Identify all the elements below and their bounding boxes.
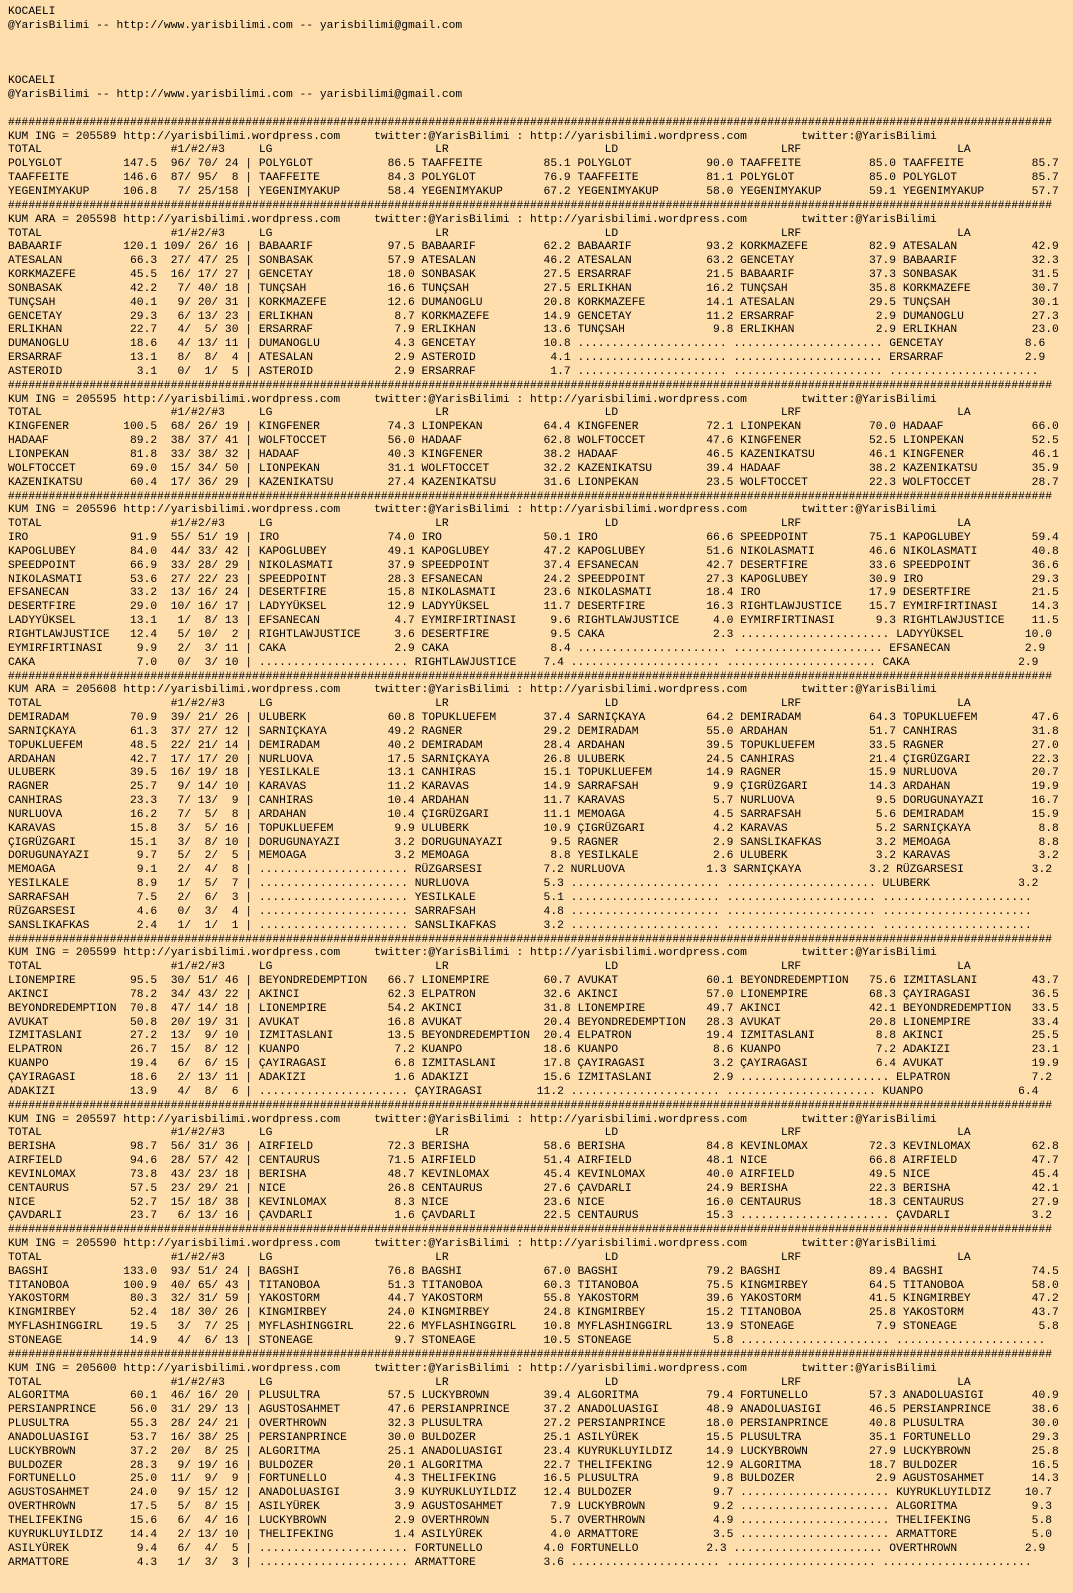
report-line: ARDAHAN 42.7 17/ 17/ 20 | NURLUOVA 17.5 SARNIÇKAYA 26.8 ULUBERK 24.5 CANHIRAS 21.4 ÇIGRÜZGARI 22.3: [8, 753, 1059, 766]
report-line: TOTAL #1/#2/#3 LG LR LD LRF LA: [8, 961, 971, 974]
report-line: KORKMAZEFE 45.5 16/ 17/ 27 | GENCETAY 18.0 SONBASAK 27.5 ERSARRAF 21.5 BABAARIF 37.3 SONBASAK 31.5: [8, 269, 1059, 282]
header-line: KOCAELI: [8, 6, 56, 18]
report-line: THELIFEKING 15.6 6/ 4/ 16 | LUCKYBROWN 2.9 OVERTHROWN 5.7 OVERTHROWN 4.9 ...................... THELIFEKING 5.8: [8, 1514, 1053, 1527]
report-line: TAAFFEITE 146.6 87/ 95/ 8 | TAAFFEITE 84.3 POLYGLOT 76.9 TAAFFEITE 81.1 POLYGLOT 85.0 POLYGLOT 85.7: [8, 172, 1059, 185]
report-line: ERLIKHAN 22.7 4/ 5/ 30 | ERSARRAF 7.9 ERLIKHAN 13.6 TUNÇSAH 9.8 ERLIKHAN 2.9 ERLIKHAN 23.0: [8, 324, 1059, 337]
report-line: BEYONDREDEMPTION 70.8 47/ 14/ 18 | LIONEMPIRE 54.2 AKINCI 31.8 LIONEMPIRE 49.7 AKINCI 42.1 BEYONDREDEMPTION 33.5: [8, 1002, 1059, 1015]
report-line: EYMIRFIRTINASI 9.9 2/ 3/ 11 | CAKA 2.9 CAKA 8.4 ...................... ...................... EFSANECAN 2.9: [8, 642, 1046, 655]
race-results-report: [8, 117, 1073, 1571]
report-line: GENCETAY 29.3 6/ 13/ 23 | ERLIKHAN 8.7 KORKMAZEFE 14.9 GENCETAY 11.2 ERSARRAF 2.9 DUMANOGLU 27.3: [8, 310, 1059, 323]
report-line: CENTAURUS 57.5 23/ 29/ 21 | NICE 26.8 CENTAURUS 27.6 ÇAVDARLI 24.9 BERISHA 22.3 BERISHA 42.1: [8, 1182, 1059, 1195]
report-line: POLYGLOT 147.5 96/ 70/ 24 | POLYGLOT 86.5 TAAFFEITE 85.1 POLYGLOT 90.0 TAAFFEITE 85.0 TAAFFEITE 85.7: [8, 158, 1059, 171]
report-line: EFSANECAN 33.2 13/ 16/ 24 | DESERTFIRE 15.8 NIKOLASMATI 23.6 NIKOLASMATI 18.4 IRO 17.9 DESERTFIRE 21.5: [8, 587, 1059, 600]
report-line: TOPUKLUEFEM 48.5 22/ 21/ 14 | DEMIRADAM 40.2 DEMIRADAM 28.4 ARDAHAN 39.5 TOPUKLUEFEM 33.5 RAGNER 27.0: [8, 739, 1059, 752]
report-line: TUNÇSAH 40.1 9/ 20/ 31 | KORKMAZEFE 12.6 DUMANOGLU 20.8 KORKMAZEFE 14.1 ATESALAN 29.5 TUNÇSAH 30.1: [8, 296, 1059, 309]
report-line: KUM ARA = 205608 http://yarisbilimi.wordpress.com twitter:@YarisBilimi : http://yarisbilimi.wordpress.com twitter:@YarisBilimi: [8, 684, 937, 697]
section-divider: ##########################################################################################################################################################: [8, 670, 1053, 683]
report-line: AIRFIELD 94.6 28/ 57/ 42 | CENTAURUS 71.5 AIRFIELD 51.4 AIRFIELD 48.1 NICE 66.8 AIRFIELD 47.7: [8, 1155, 1059, 1168]
report-line: KUM ING = 205597 http://yarisbilimi.wordpress.com twitter:@YarisBilimi : http://yarisbilimi.wordpress.com twitter:@YarisBilimi: [8, 1113, 937, 1126]
page-header: [8, 6, 1073, 117]
section-divider: ##########################################################################################################################################################: [8, 116, 1053, 129]
report-line: ELPATRON 26.7 15/ 8/ 12 | KUANPO 7.2 KUANPO 18.6 KUANPO 8.6 KUANPO 7.2 ADAKIZI 23.1: [8, 1044, 1059, 1057]
report-line: LIONEMPIRE 95.5 30/ 51/ 46 | BEYONDREDEMPTION 66.7 LIONEMPIRE 60.7 AVUKAT 60.1 BEYONDREDEMPTION 75.6 IZMITASLANI 43.7: [8, 975, 1059, 988]
header-line: KOCAELI: [8, 75, 56, 88]
report-line: KUM ING = 205589 http://yarisbilimi.wordpress.com twitter:@YarisBilimi : http://yarisbilimi.wordpress.com twitter:@YarisBilimi: [8, 130, 937, 143]
report-line: NIKOLASMATI 53.6 27/ 22/ 23 | SPEEDPOINT 28.3 EFSANECAN 24.2 SPEEDPOINT 27.3 KAPOGLUBEY 30.9 IRO 29.3: [8, 573, 1059, 586]
report-line: ÇAYIRAGASI 18.6 2/ 13/ 11 | ADAKIZI 1.6 ADAKIZI 15.6 IZMITASLANI 2.9 ...................... ELPATRON 7.2: [8, 1071, 1053, 1084]
report-line: RÜZGARSESI 4.6 0/ 3/ 4 | ...................... SARRAFSAH 4.8 ...................... ...................... ......................: [8, 905, 1032, 918]
report-line: SARNIÇKAYA 61.3 37/ 27/ 12 | SARNIÇKAYA 49.2 RAGNER 29.2 DEMIRADAM 55.0 ARDAHAN 51.7 CANHIRAS 31.8: [8, 725, 1059, 738]
header-line: @YarisBilimi -- http://www.yarisbilimi.com -- yarisbilimi@gmail.com: [8, 19, 463, 32]
report-line: PERSIANPRINCE 56.0 31/ 29/ 13 | AGUSTOSAHMET 47.6 PERSIANPRINCE 37.2 ANADOLUASIGI 48.9 ANADOLUASIGI 46.5 PERSIANPRINCE 38.6: [8, 1404, 1059, 1417]
report-line: CAKA 7.0 0/ 3/ 10 | ...................... RIGHTLAWJUSTICE 7.4 ...................... ...................... CAKA 2.9: [8, 656, 1039, 669]
report-line: RAGNER 25.7 9/ 14/ 10 | KARAVAS 11.2 KARAVAS 14.9 SARRAFSAH 9.9 ÇIGRÜZGARI 14.3 ARDAHAN 19.9: [8, 781, 1059, 794]
section-divider: ##########################################################################################################################################################: [8, 490, 1053, 503]
report-line: KINGMIRBEY 52.4 18/ 30/ 26 | KINGMIRBEY 24.0 KINGMIRBEY 24.8 KINGMIRBEY 15.2 TITANOBOA 25.8 YAKOSTORM 43.7: [8, 1307, 1059, 1320]
section-divider: ##########################################################################################################################################################: [8, 1348, 1053, 1361]
report-line: KUM ING = 205596 http://yarisbilimi.wordpress.com twitter:@YarisBilimi : http://yarisbilimi.wordpress.com twitter:@YarisBilimi: [8, 504, 937, 517]
report-line: CANHIRAS 23.3 7/ 13/ 9 | CANHIRAS 10.4 ARDAHAN 11.7 KARAVAS 5.7 NURLUOVA 9.5 DORUGUNAYAZI 16.7: [8, 795, 1059, 808]
report-line: OVERTHROWN 17.5 5/ 8/ 15 | ASILYÜREK 3.9 AGUSTOSAHMET 7.9 LUCKYBROWN 9.2 ...................... ALGORITMA 9.3: [8, 1501, 1053, 1514]
report-line: ÇAVDARLI 23.7 6/ 13/ 16 | ÇAVDARLI 1.6 ÇAVDARLI 22.5 CENTAURUS 15.3 ...................... ÇAVDARLI 3.2: [8, 1210, 1053, 1223]
section-divider: ##########################################################################################################################################################: [8, 933, 1053, 946]
report-line: AVUKAT 50.8 20/ 19/ 31 | AVUKAT 16.8 AVUKAT 20.4 BEYONDREDEMPTION 28.3 AVUKAT 20.8 LIONEMPIRE 33.4: [8, 1016, 1059, 1029]
report-line: MYFLASHINGGIRL 19.5 3/ 7/ 25 | MYFLASHINGGIRL 22.6 MYFLASHINGGIRL 10.8 MYFLASHINGGIRL 13.9 STONEAGE 7.9 STONEAGE 5.8: [8, 1321, 1059, 1334]
report-line: IZMITASLANI 27.2 13/ 9/ 10 | IZMITASLANI 13.5 BEYONDREDEMPTION 20.4 ELPATRON 19.4 IZMITASLANI 8.8 AKINCI 25.5: [8, 1030, 1059, 1043]
report-line: SONBASAK 42.2 7/ 40/ 18 | TUNÇSAH 16.6 TUNÇSAH 27.5 ERLIKHAN 16.2 TUNÇSAH 35.8 KORKMAZEFE 30.7: [8, 282, 1059, 295]
report-line: DORUGUNAYAZI 9.7 5/ 2/ 5 | MEMOAGA 3.2 MEMOAGA 8.8 YESILKALE 2.6 ULUBERK 3.2 KARAVAS 3.2: [8, 850, 1059, 863]
report-line: ERSARRAF 13.1 8/ 8/ 4 | ATESALAN 2.9 ASTEROID 4.1 ...................... ...................... ERSARRAF 2.9: [8, 352, 1046, 365]
report-line: DEMIRADAM 70.9 39/ 21/ 26 | ULUBERK 60.8 TOPUKLUEFEM 37.4 SARNIÇKAYA 64.2 DEMIRADAM 64.3 TOPUKLUEFEM 47.6: [8, 712, 1059, 725]
report-line: LUCKYBROWN 37.2 20/ 8/ 25 | ALGORITMA 25.1 ANADOLUASIGI 23.4 KUYRUKLUYILDIZ 14.9 LUCKYBROWN 27.9 LUCKYBROWN 25.8: [8, 1445, 1059, 1458]
report-line: STONEAGE 14.9 4/ 6/ 13 | STONEAGE 9.7 STONEAGE 10.5 STONEAGE 5.8 ...................... ......................: [8, 1335, 1046, 1347]
report-line: WOLFTOCCET 69.0 15/ 34/ 50 | LIONPEKAN 31.1 WOLFTOCCET 32.2 KAZENIKATSU 39.4 HADAAF 38.2 KAZENIKATSU 35.9: [8, 462, 1059, 475]
report-line: NURLUOVA 16.2 7/ 5/ 8 | ARDAHAN 10.4 ÇIGRÜZGARI 11.1 MEMOAGA 4.5 SARRAFSAH 5.6 DEMIRADAM 15.9: [8, 808, 1059, 821]
report-line: YEGENIMYAKUP 106.8 7/ 25/158 | YEGENIMYAKUP 58.4 YEGENIMYAKUP 67.2 YEGENIMYAKUP 58.0 YEGENIMYAKUP 59.1 YEGENIMYAKUP 57.7: [8, 185, 1059, 198]
report-line: HADAAF 89.2 38/ 37/ 41 | WOLFTOCCET 56.0 HADAAF 62.8 WOLFTOCCET 47.6 KINGFENER 52.5 LIONPEKAN 52.5: [8, 435, 1059, 448]
report-line: DESERTFIRE 29.0 10/ 16/ 17 | LADYYÜKSEL 12.9 LADYYÜKSEL 11.7 DESERTFIRE 16.3 RIGHTLAWJUSTICE 15.7 EYMIRFIRTINASI 14.3: [8, 601, 1059, 614]
report-line: KUANPO 19.4 6/ 6/ 15 | ÇAYIRAGASI 6.8 IZMITASLANI 17.8 ÇAYIRAGASI 3.2 ÇAYIRAGASI 6.4 AVUKAT 19.9: [8, 1058, 1059, 1071]
report-line: KUM ING = 205600 http://yarisbilimi.wordpress.com twitter:@YarisBilimi : http://yarisbilimi.wordpress.com twitter:@YarisBilimi: [8, 1362, 937, 1375]
report-line: ASTEROID 3.1 0/ 1/ 5 | ASTEROID 2.9 ERSARRAF 1.7 ...................... ...................... ......................: [8, 365, 1039, 378]
report-line: KAPOGLUBEY 84.0 44/ 33/ 42 | KAPOGLUBEY 49.1 KAPOGLUBEY 47.2 KAPOGLUBEY 51.6 NIKOLASMATI 46.6 NIKOLASMATI 40.8: [8, 545, 1059, 558]
report-line: ASILYÜREK 9.4 6/ 4/ 5 | ...................... FORTUNELLO 4.0 FORTUNELLO 2.3 ...................... OVERTHROWN 2.9: [8, 1542, 1046, 1555]
report-line: ARMATTORE 4.3 1/ 3/ 3 | ...................... ARMATTORE 3.6 ...................... ...................... ......................: [8, 1556, 1032, 1569]
report-line: SANSLIKAFKAS 2.4 1/ 1/ 1 | ...................... SANSLIKAFKAS 3.2 ...................... ...................... ......................: [8, 919, 1032, 932]
report-line: KAZENIKATSU 60.4 17/ 36/ 29 | KAZENIKATSU 27.4 KAZENIKATSU 31.6 LIONPEKAN 23.5 WOLFTOCCET 22.3 WOLFTOCCET 28.7: [8, 476, 1059, 489]
report-line: TOTAL #1/#2/#3 LG LR LD LRF LA: [8, 1376, 971, 1389]
report-line: SPEEDPOINT 66.9 33/ 28/ 29 | NIKOLASMATI 37.9 SPEEDPOINT 37.4 EFSANECAN 42.7 DESERTFIRE 33.6 SPEEDPOINT 36.6: [8, 559, 1059, 572]
report-line: KUYRUKLUYILDIZ 14.4 2/ 13/ 10 | THELIFEKING 1.4 ASILYÜREK 4.0 ARMATTORE 3.5 ...................... ARMATTORE 5.0: [8, 1528, 1053, 1541]
report-line: PLUSULTRA 55.3 28/ 24/ 21 | OVERTHROWN 32.3 PLUSULTRA 27.2 PERSIANPRINCE 18.0 PERSIANPRINCE 40.8 PLUSULTRA 30.0: [8, 1418, 1059, 1431]
report-line: LIONPEKAN 81.8 33/ 38/ 32 | HADAAF 40.3 KINGFENER 38.2 HADAAF 46.5 KAZENIKATSU 46.1 KINGFENER 46.1: [8, 449, 1059, 461]
report-line: MEMOAGA 9.1 2/ 4/ 8 | ...................... RÜZGARSESI 7.2 NURLUOVA 1.3 SARNIÇKAYA 3.2 RÜZGARSESI 3.2: [8, 864, 1053, 877]
report-line: ÇIGRÜZGARI 15.1 3/ 8/ 10 | DORUGUNAYAZI 3.2 DORUGUNAYAZI 9.5 RAGNER 2.9 SANSLIKAFKAS 3.2 MEMOAGA 8.8: [8, 836, 1059, 849]
section-divider: ##########################################################################################################################################################: [8, 379, 1053, 392]
report-line: ATESALAN 66.3 27/ 47/ 25 | SONBASAK 57.9 ATESALAN 46.2 ATESALAN 63.2 GENCETAY 37.9 BABAARIF 32.3: [8, 255, 1059, 268]
report-line: KINGFENER 100.5 68/ 26/ 19 | KINGFENER 74.3 LIONPEKAN 64.4 KINGFENER 72.1 LIONPEKAN 70.0 HADAAF 66.0: [8, 421, 1059, 434]
report-line: BAGSHI 133.0 93/ 51/ 24 | BAGSHI 76.8 BAGSHI 67.0 BAGSHI 79.2 BAGSHI 89.4 BAGSHI 74.5: [8, 1265, 1059, 1278]
report-line: ULUBERK 39.5 16/ 19/ 18 | YESILKALE 13.1 CANHIRAS 15.1 TOPUKLUEFEM 14.9 RAGNER 15.9 NURLUOVA 20.7: [8, 767, 1059, 780]
report-line: KARAVAS 15.8 3/ 5/ 16 | TOPUKLUEFEM 9.9 ULUBERK 10.9 ÇIGRÜZGARI 4.2 KARAVAS 5.2 SARNIÇKAYA 8.8: [8, 822, 1059, 835]
report-line: BERISHA 98.7 56/ 31/ 36 | AIRFIELD 72.3 BERISHA 58.6 BERISHA 84.8 KEVINLOMAX 72.3 KEVINLOMAX 62.8: [8, 1141, 1059, 1154]
report-line: KEVINLOMAX 73.8 43/ 23/ 18 | BERISHA 48.7 KEVINLOMAX 45.4 KEVINLOMAX 40.0 AIRFIELD 49.5 NICE 45.4: [8, 1168, 1059, 1181]
report-line: AGUSTOSAHMET 24.0 9/ 15/ 12 | ANADOLUASIGI 3.9 KUYRUKLUYILDIZ 12.4 BULDOZER 9.7 ...................... KUYRUKLUYILDIZ 10.7: [8, 1487, 1053, 1500]
report-line: BULDOZER 28.3 9/ 19/ 16 | BULDOZER 20.1 ALGORITMA 22.7 THELIFEKING 12.9 ALGORITMA 18.7 BULDOZER 16.5: [8, 1459, 1059, 1472]
report-line: TITANOBOA 100.9 40/ 65/ 43 | TITANOBOA 51.3 TITANOBOA 60.3 TITANOBOA 75.5 KINGMIRBEY 64.5 TITANOBOA 58.0: [8, 1279, 1059, 1292]
report-line: NICE 52.7 15/ 18/ 38 | KEVINLOMAX 8.3 NICE 23.6 NICE 16.0 CENTAURUS 18.3 CENTAURUS 27.9: [8, 1196, 1059, 1209]
report-line: TOTAL #1/#2/#3 LG LR LD LRF LA: [8, 407, 971, 420]
section-divider: ##########################################################################################################################################################: [8, 1099, 1053, 1112]
report-line: RIGHTLAWJUSTICE 12.4 5/ 10/ 2 | RIGHTLAWJUSTICE 3.6 DESERTFIRE 9.5 CAKA 2.3 ...................... LADYYÜKSEL 10.0: [8, 628, 1053, 641]
report-line: TOTAL #1/#2/#3 LG LR LD LRF LA: [8, 227, 971, 240]
report-line: FORTUNELLO 25.0 11/ 9/ 9 | FORTUNELLO 4.3 THELIFEKING 16.5 PLUSULTRA 9.8 BULDOZER 2.9 AGUSTOSAHMET 14.3: [8, 1473, 1059, 1486]
report-line: KUM ING = 205595 http://yarisbilimi.wordpress.com twitter:@YarisBilimi : http://yarisbilimi.wordpress.com twitter:@YarisBilimi: [8, 393, 937, 406]
section-divider: ##########################################################################################################################################################: [8, 199, 1053, 212]
report-line: TOTAL #1/#2/#3 LG LR LD LRF LA: [8, 1251, 971, 1264]
report-line: TOTAL #1/#2/#3 LG LR LD LRF LA: [8, 518, 971, 531]
report-line: TOTAL #1/#2/#3 LG LR LD LRF LA: [8, 698, 971, 711]
report-line: YAKOSTORM 80.3 32/ 31/ 59 | YAKOSTORM 44.7 YAKOSTORM 55.8 YAKOSTORM 39.6 YAKOSTORM 41.5 KINGMIRBEY 47.2: [8, 1293, 1059, 1306]
report-line: ALGORITMA 60.1 46/ 16/ 20 | PLUSULTRA 57.5 LUCKYBROWN 39.4 ALGORITMA 79.4 FORTUNELLO 57.3 ANADOLUASIGI 40.9: [8, 1390, 1059, 1403]
section-divider: ##########################################################################################################################################################: [8, 1224, 1053, 1237]
report-line: TOTAL #1/#2/#3 LG LR LD LRF LA: [8, 1127, 971, 1140]
report-line: DUMANOGLU 18.6 4/ 13/ 11 | DUMANOGLU 4.3 GENCETAY 10.8 ...................... ...................... GENCETAY 8.6: [8, 338, 1046, 351]
report-line: KUM ING = 205599 http://yarisbilimi.wordpress.com twitter:@YarisBilimi : http://yarisbilimi.wordpress.com twitter:@YarisBilimi: [8, 947, 937, 960]
report-line: LADYYÜKSEL 13.1 1/ 8/ 13 | EFSANECAN 4.7 EYMIRFIRTINASI 9.6 RIGHTLAWJUSTICE 4.0 EYMIRFIRTINASI 9.3 RIGHTLAWJUSTICE 11.5: [8, 615, 1059, 628]
report-line: AKINCI 78.2 34/ 43/ 22 | AKINCI 62.3 ELPATRON 32.6 AKINCI 57.0 LIONEMPIRE 68.3 ÇAYIRAGASI 36.5: [8, 988, 1059, 1001]
report-line: KUM ING = 205590 http://yarisbilimi.wordpress.com twitter:@YarisBilimi : http://yarisbilimi.wordpress.com twitter:@YarisBilimi: [8, 1238, 937, 1251]
report-line: BABAARIF 120.1 109/ 26/ 16 | BABAARIF 97.5 BABAARIF 62.2 BABAARIF 93.2 KORKMAZEFE 82.9 ATESALAN 42.9: [8, 241, 1059, 254]
report-line: YESILKALE 8.9 1/ 5/ 7 | ...................... NURLUOVA 5.3 ...................... ...................... ULUBERK 3.2: [8, 878, 1039, 891]
report-line: ADAKIZI 13.9 4/ 8/ 6 | ...................... ÇAYIRAGASI 11.2 ...................... ...................... KUANPO 6.4: [8, 1085, 1039, 1098]
report-line: IRO 91.9 55/ 51/ 19 | IRO 74.0 IRO 50.1 IRO 66.6 SPEEDPOINT 75.1 KAPOGLUBEY 59.4: [8, 532, 1059, 545]
report-line: TOTAL #1/#2/#3 LG LR LD LRF LA: [8, 144, 971, 157]
report-line: ANADOLUASIGI 53.7 16/ 38/ 25 | PERSIANPRINCE 30.0 BULDOZER 25.1 ASILYÜREK 15.5 PLUSULTRA 35.1 FORTUNELLO 29.3: [8, 1431, 1059, 1444]
header-line: @YarisBilimi -- http://www.yarisbilimi.com -- yarisbilimi@gmail.com: [8, 89, 463, 102]
report-line: SARRAFSAH 7.5 2/ 6/ 3 | ...................... YESILKALE 5.1 ...................... ...................... ......................: [8, 892, 1032, 904]
report-line: KUM ARA = 205598 http://yarisbilimi.wordpress.com twitter:@YarisBilimi : http://yarisbilimi.wordpress.com twitter:@YarisBilimi: [8, 213, 937, 226]
